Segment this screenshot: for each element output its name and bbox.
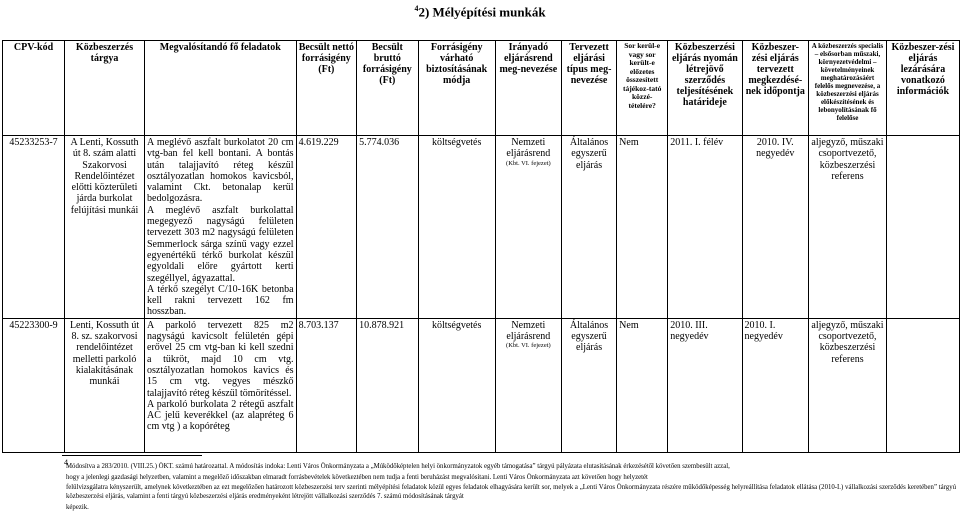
title-text: 2) Mélyépítési munkák: [418, 4, 546, 20]
task-paragraph: A térkő szegélyt C/10-16K betonba kell rakni tervezett 162 fm hosszban.: [147, 283, 294, 318]
responsible-cell: aljegyző, műszaki csoportvezető, közbeszerzési referens: [809, 318, 887, 452]
task-paragraph: A parkoló burkolata 2 rétegű aszfalt AC jelű keverékkel (az alapréteg 6 cm vtg ) a kopóréteg: [147, 398, 294, 433]
regime-cell: [495, 318, 561, 452]
regime-text: Nemzeti eljárásrend: [506, 137, 551, 160]
tasks-cell: [145, 318, 297, 452]
task-paragraph: A parkoló tervezett 825 m2 nagyságú kavicsolt felületén gépi erővel 25 cm vtg-ban ki kell szedni a tükröt, majd 10 cm vtg. osztályozatlan homokos kavics és 15 cm vtg. vegyes mészkő talajjavító réteg készül tömörítéssel.: [147, 319, 294, 399]
footnote-mark: 4: [64, 458, 68, 467]
subject-cell: A Lenti, Kossuth út 8. szám alatti Szakorvosi Rendelőintézet előtti közterületi járda burkolat felújítási munkái: [65, 136, 145, 319]
table-row: [3, 136, 960, 319]
header-procedure: Tervezett eljárási típus meg-nevezése: [561, 41, 616, 136]
net-cell: 4.619.229: [296, 136, 357, 319]
title-footnote-mark: 4: [414, 4, 419, 13]
notice-cell: Nem: [617, 318, 668, 452]
header-deadline: Közbeszerzési eljárás nyomán létrejövő szerződés teljesítésének határideje: [668, 41, 742, 136]
tasks-cell: [145, 136, 297, 319]
subject-cell: Lenti, Kossuth út 8. sz. szakorvosi rendelőintézet melletti parkoló kialakításának munkái: [65, 318, 145, 452]
closing-cell: [886, 136, 959, 319]
gross-cell: 5.774.036: [357, 136, 418, 319]
closing-cell: [886, 318, 959, 452]
funding-cell: költségvetés: [418, 318, 495, 452]
gross-cell: 10.878.921: [357, 318, 418, 452]
procedure-cell: Általános egyszerű eljárás: [561, 318, 616, 452]
header-gross: Becsült bruttó forrásigény (Ft): [357, 41, 418, 136]
header-tasks: Megvalósítandó fő feladatok: [145, 41, 297, 136]
funding-cell: költségvetés: [418, 136, 495, 319]
cpv-cell: 45233253-7: [3, 136, 65, 319]
header-cpv: CPV-kód: [3, 41, 65, 136]
procedure-cell: Általános egyszerű eljárás: [561, 136, 616, 319]
start-cell: 2010. I. negyedév: [742, 318, 808, 452]
deadline-cell: 2010. III. negyedév: [668, 318, 742, 452]
task-paragraph: A meglévő aszfalt burkolattal megegyező nagyságú felületen tervezett 303 m2 nagyságú felületen Semmerlock sárga színű vagy ezzel egyenértékű térkő burkolat készül egyoldali előre gyártott kerti szegéllyel, ágyazattal.: [147, 204, 294, 284]
page-title: [0, 4, 960, 20]
header-responsible: A közbeszerzés specialis – elsősorban műszaki, környezetvédelmi – követelményeinek meghatározásáért felelős megnevezése, a közbeszerzési eljárás előkészítésének és lebonyolításának fő felelőse: [809, 41, 887, 136]
header-row: [3, 41, 960, 136]
header-notice: Sor kerül-e vagy sor került-e előzetes összesített tájékoz-tató közzé-tételére?: [617, 41, 668, 136]
responsible-cell: aljegyző, műszaki csoportvezető, közbeszerzési referens: [809, 136, 887, 319]
regime-note: (Kbt. VI. fejezet): [506, 159, 551, 167]
header-net: Becsült nettó forrásigény (Ft): [296, 41, 357, 136]
footnote-line: képezik.: [66, 504, 89, 511]
footnote-divider: [62, 455, 202, 456]
task-paragraph: A meglévő aszfalt burkolatot 20 cm vtg-ban fel kell bontani. A bontás után talajjavító réteg készül osztályozatlan homokos kavicsból, valamint Ckt. betonalap kerül bedolgozásra.: [147, 137, 294, 205]
cpv-cell: 45223300-9: [3, 318, 65, 452]
regime-cell: [495, 136, 561, 319]
regime-text: Nemzeti eljárásrend: [506, 319, 551, 343]
procurement-table: [2, 40, 960, 453]
deadline-cell: 2011. I. félév: [668, 136, 742, 319]
start-cell: 2010. IV. negyedév: [742, 136, 808, 319]
notice-cell: Nem: [617, 136, 668, 319]
footnote-line: hogy a jelenlegi gazdasági helyzetben, valamint a megelőző időszakban elmaradt forrásbevételek következtében nem tudja a fenti beruházást megvalósítani. Lenti Város Önkormányzata azt követően hogy helyzetét: [66, 474, 648, 481]
regime-note: (Kbt. VI. fejezet): [506, 342, 551, 350]
footnote-line: felülvizsgálatra kényszerült, amelynek következtében az ezt megelőzően határozott közbeszerzési terv szerinti mélyépítési feladatok közül egyes feladatok elhagyására került sor, melyek a „Lenti Város Önkormányzata részére működőképesség helyreállítása feladatok ellátása (2010-I.) vállalkozási szerződés keretében” tárgyú közbeszerzési eljárás, valamint a fenti tárgyú közbeszerzési eljárás eredményeként létrejött vállalkozási szerződés 7. számú módosításának tárgyát: [66, 484, 956, 500]
footnote-line: Módosítva a 283/2010. (VIII.25.) ÖKT. számú határozattal. A módosítás indoka: Lenti Város Önkormányzata a „Múködőképtelen helyi önkormányzatok egyéb támogatása” tárgyú pályázata elutasításának érkezésétől követően szembesült azzal,: [66, 463, 730, 470]
header-funding: Forrásigény várható biztosításának módja: [418, 41, 495, 136]
header-start: Közbeszer-zési eljárás tervezett megkezdésé-nek időpontja: [742, 41, 808, 136]
header-regime: Irányadó eljárásrend meg-nevezése: [495, 41, 561, 136]
table-row: [3, 318, 960, 452]
header-subject: Közbeszerzés tárgya: [65, 41, 145, 136]
net-cell: 8.703.137: [296, 318, 357, 452]
header-closing: Közbeszer-zési eljárás lezárására vonatkozó információk: [886, 41, 959, 136]
